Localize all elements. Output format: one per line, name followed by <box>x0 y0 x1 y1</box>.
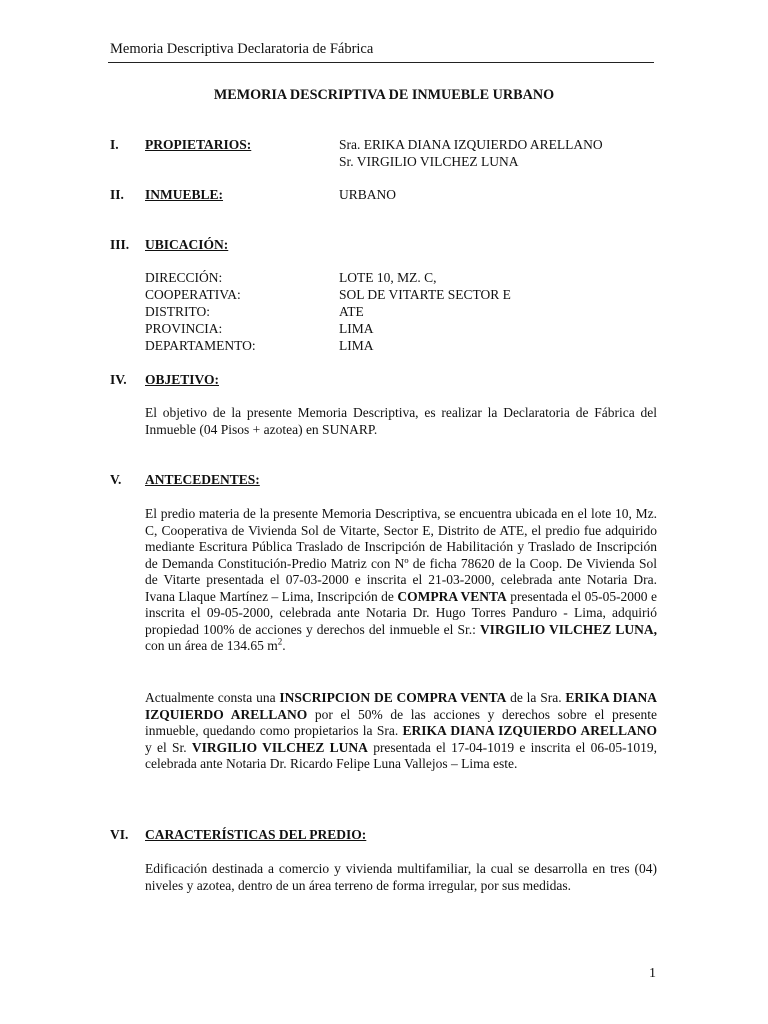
characteristics-paragraph <box>145 861 657 894</box>
owner-2: Sr. VIRGILIO VILCHEZ LUNA <box>339 154 519 169</box>
section-1-number: I. <box>110 137 119 152</box>
property-type: URBANO <box>339 187 397 202</box>
background-text: con un área de 134.65 m <box>145 638 278 653</box>
section-2-title: INMUEBLE: <box>145 187 224 202</box>
emphasis-text: INSCRIPCION DE COMPRA VENTA <box>279 690 507 705</box>
section-5-title: ANTECEDENTES: <box>145 472 260 487</box>
characteristics-text: Edificación destinada a comercio y vivienda multifamiliar, la cual se desarrolla en tres (04) niveles y azotea, dentro de un área terreno de forma irregular, por sus medidas. <box>145 861 657 893</box>
section-6-number: VI. <box>110 827 129 842</box>
document-title: MEMORIA DESCRIPTIVA DE INMUEBLE URBANO <box>213 87 555 103</box>
location-label: DISTRITO: <box>145 304 211 319</box>
owner-1: Sra. ERIKA DIANA IZQUIERDO ARELLANO <box>339 137 603 152</box>
location-label: DEPARTAMENTO: <box>145 338 256 353</box>
location-label: DIRECCIÓN: <box>145 270 223 285</box>
location-value: LIMA <box>339 321 374 336</box>
background-text: . <box>282 638 286 653</box>
section-5-number: V. <box>110 472 122 487</box>
background-text: Actualmente consta una <box>145 690 280 705</box>
location-value: LIMA <box>339 338 374 353</box>
location-label: PROVINCIA: <box>145 321 223 336</box>
emphasis-owner-name: ERIKA DIANA IZQUIERDO ARELLANO <box>402 723 657 738</box>
running-header: Memoria Descriptiva Declaratoria de Fábrica <box>110 41 374 57</box>
section-4-number: IV. <box>110 372 127 387</box>
location-value: SOL DE VITARTE SECTOR E <box>339 287 511 302</box>
header-rule <box>108 62 654 63</box>
background-text: presentada el 17-04-1019 e inscrita el 06-05-1019, celebrada ante Notaria Dr. Ricardo Felipe Luna Vallejos – Lima este. <box>145 739 657 771</box>
background-text: de la Sra. <box>506 690 566 705</box>
section-6-title: CARACTERÍSTICAS DEL PREDIO: <box>145 827 367 842</box>
emphasis-text: COMPRA VENTA <box>397 588 507 604</box>
section-3-number: III. <box>110 237 130 252</box>
emphasis-owner-name: VIRGILIO VILCHEZ LUNA, <box>479 621 657 637</box>
area-unit-superscript: 2 <box>277 636 283 647</box>
section-2-number: II. <box>110 187 124 202</box>
location-label: COOPERATIVA: <box>145 287 241 302</box>
background-paragraph-2 <box>145 690 657 773</box>
section-3-title: UBICACIÓN: <box>145 237 229 252</box>
objective-text: El objetivo de la presente Memoria Descriptiva, es realizar la Declaratoria de Fábrica del Inmueble (04 Pisos + azotea) en SUNARP. <box>145 405 657 437</box>
objective-paragraph <box>145 405 657 438</box>
background-text: por el 50% de las acciones y derechos sobre el presente inmueble, quedando como propietarios la Sra. <box>145 706 657 738</box>
section-4-title: OBJETIVO: <box>145 372 219 387</box>
background-text: El predio materia de la presente Memoria Descriptiva, se encuentra ubicada en el lote 10, Mz. C, Cooperativa de Vivienda Sol de Vitarte, Sector E, Distrito de ATE, el predio fue adquirido mediante Escritura Pública Traslado de Inscripción de Habilitación y Traslado de Inscripción de Demanda Constitución-Predio Matriz con Nº de ficha 78620 de la Coop. De Vivienda Sol de Vitarte presentada el 07-03-2000 e inscrita el 21-03-2000, celebrada ante Notaria Dra. Ivana Llaque Martínez – Lima, Inscripción de <box>145 506 657 604</box>
background-paragraph-1 <box>145 506 657 655</box>
emphasis-owner-name: VIRGILIO VILCHEZ LUNA <box>191 739 368 755</box>
page-number: 1 <box>649 966 656 981</box>
background-text: y el Sr. <box>145 739 192 755</box>
section-1-title: PROPIETARIOS: <box>145 137 252 152</box>
background-text: presentada el 05-05-2000 e inscrita el 09-05-2000, celebrada ante Notaria Dr. Hugo Torres Panduro - Lima, adquirió propiedad 100% de acciones y derechos del inmueble el Sr.: <box>145 588 657 637</box>
emphasis-owner-name: ERIKA DIANA IZQUIERDO ARELLANO <box>145 690 657 722</box>
location-value: LOTE 10, MZ. C, <box>339 270 437 285</box>
location-value: ATE <box>339 304 364 319</box>
